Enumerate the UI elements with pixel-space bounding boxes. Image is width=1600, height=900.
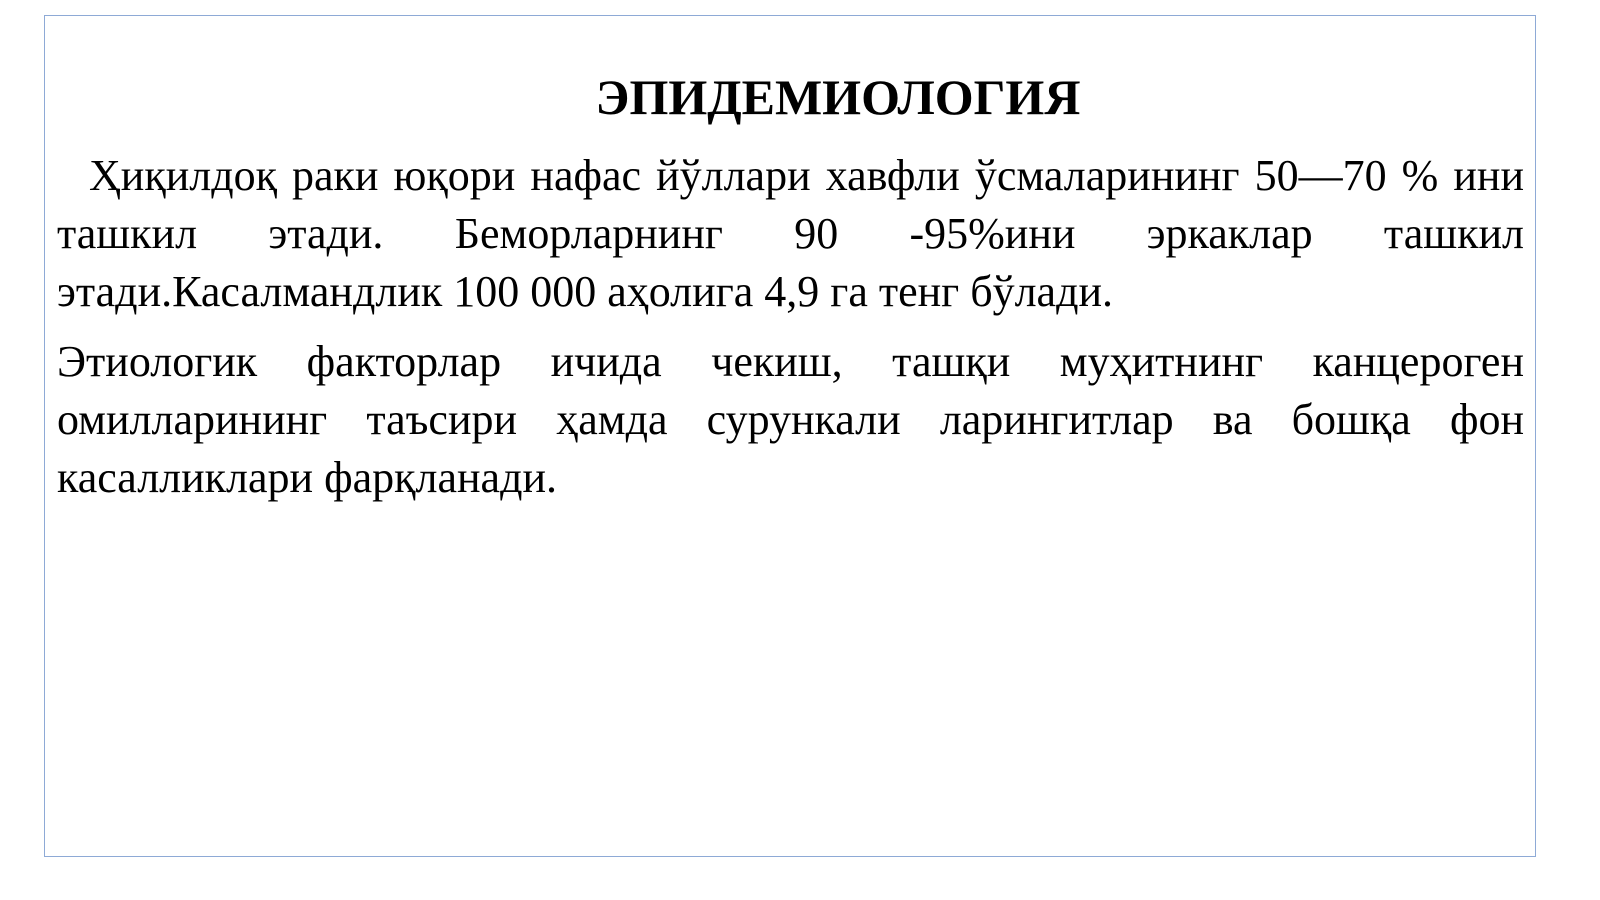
paragraph-epidemiology: Ҳиқилдоқ раки юқори нафас йўллари хавфли ўсмаларининг 50—70 % ини ташкил этади. Беморларнинг 90 -95%ини эркаклар ташкил этади.Касалмандлик 100 000 аҳолига 4,9 га тенг бўлади. bbox=[57, 151, 1524, 316]
slide-frame bbox=[44, 15, 1536, 857]
slide-title: ЭПИДЕМИОЛОГИЯ bbox=[595, 69, 1081, 125]
slide-body bbox=[57, 147, 1524, 507]
paragraph-etiology: Этиологик факторлар ичида чекиш, ташқи муҳитнинг канцероген омилларининг таъсири ҳамда сурункали ларингитлар ва бошқа фон касалликлари фарқланади. bbox=[57, 337, 1524, 502]
